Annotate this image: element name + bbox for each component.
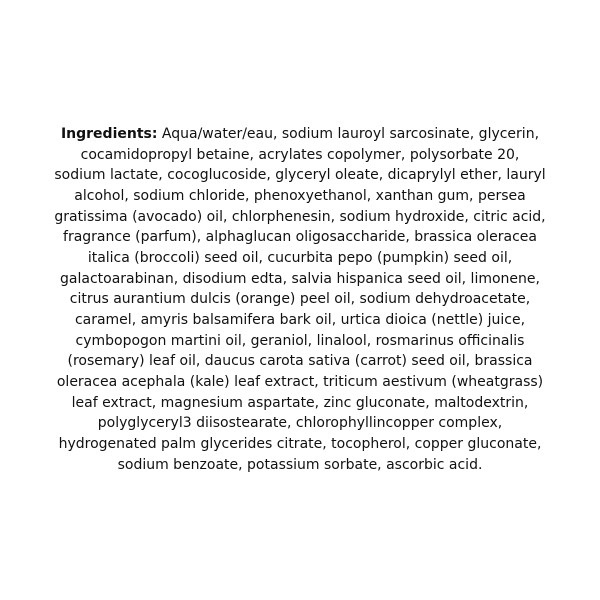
ingredients-line: citrus aurantium dulcis (orange) peel oil, sodium dehydroacetate,	[69, 291, 531, 308]
ingredients-line: polyglyceryl3 diisostearate, chlorophyllincopper complex,	[97, 415, 503, 432]
ingredients-line: italica (broccoli) seed oil, cucurbita pepo (pumpkin) seed oil,	[87, 249, 513, 266]
ingredients-line: alcohol, sodium chloride, phenoxyethanol, xanthan gum, persea	[74, 187, 526, 204]
ingredients-line: cocamidopropyl betaine, acrylates copolymer, polysorbate 20,	[80, 146, 520, 163]
ingredients-label: Ingredients:	[60, 126, 158, 142]
ingredients-line: fragrance (parfum), alphaglucan oligosaccharide, brassica oleracea	[63, 229, 537, 246]
ingredients-line: oleracea acephala (kale) leaf extract, triticum aestivum (wheatgrass)	[56, 373, 544, 390]
ingredients-line: hydrogenated palm glycerides citrate, tocopherol, copper gluconate,	[58, 435, 542, 452]
ingredients-line: cymbopogon martini oil, geraniol, linalool, rosmarinus officinalis	[75, 332, 525, 349]
ingredients-line	[40, 124, 560, 145]
ingredients-line-text: Aqua/water/eau, sodium lauroyl sarcosinate, glycerin,	[157, 126, 540, 142]
ingredients-line: (rosemary) leaf oil, daucus carota sativa (carrot) seed oil, brassica	[67, 353, 533, 370]
ingredients-line: sodium benzoate, potassium sorbate, ascorbic acid.	[117, 456, 483, 473]
ingredients-line: caramel, amyris balsamifera bark oil, urtica dioica (nettle) juice,	[74, 311, 526, 328]
ingredients-line: galactoarabinan, disodium edta, salvia hispanica seed oil, limonene,	[60, 270, 540, 287]
ingredients-line: sodium lactate, cocoglucoside, glyceryl oleate, dicaprylyl ether, lauryl	[54, 167, 546, 184]
ingredients-text-block	[40, 124, 560, 475]
ingredients-line: gratissima (avocado) oil, chlorphenesin, sodium hydroxide, citric acid,	[54, 208, 546, 225]
ingredients-line: leaf extract, magnesium aspartate, zinc gluconate, maltodextrin,	[71, 394, 529, 411]
